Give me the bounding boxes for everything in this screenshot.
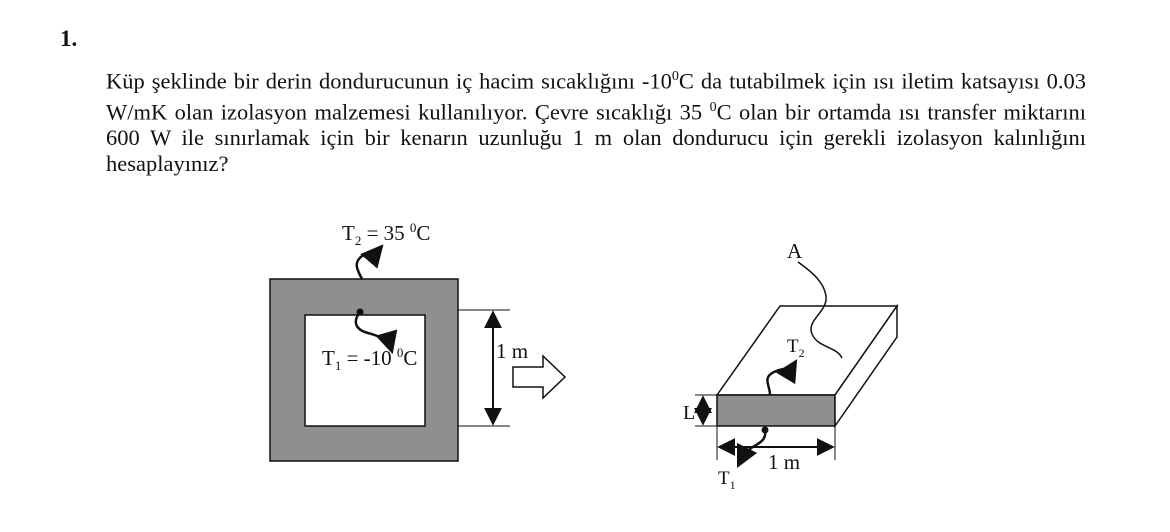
t2-label-right: $T_2$ — [787, 336, 805, 360]
t1-label-right: $T_1$ — [718, 468, 736, 492]
slab-front-face — [717, 395, 835, 426]
t1-label-left: $T_1 = -10$ $^0$C — [322, 345, 418, 373]
insulation-slab — [717, 306, 897, 426]
heat-flow-arrow-outer — [357, 246, 382, 279]
question-text-part2: C da tutabilmek için ısı iletim katsayısı 0.03 W/mK olan izolasyon malzemesi kullanılıyor. Çevre sıcaklığı 35 — [106, 68, 1086, 124]
dimension-label-left: 1 m — [496, 339, 529, 363]
question-number: 1. — [60, 26, 78, 51]
question-text-part1: Küp şeklinde bir derin dondurucunun iç hacim sıcaklığını -10 — [106, 68, 672, 94]
question-text-part3: C olan bir ortamda ısı transfer miktarını 600 W ile sınırlamak için bir kenarın uzunluğu 1 m olan dondurucu için gerekli izolasyon kalınlığını hesaplayınız? — [106, 99, 1086, 176]
area-label-a: A — [787, 239, 803, 263]
freezer-cross-section — [270, 279, 458, 461]
degree-superscript-2: 0 — [709, 99, 717, 115]
degree-superscript-1: 0 — [671, 69, 679, 84]
heat-flow-origin-dot-left — [357, 309, 364, 316]
thickness-label: L — [683, 402, 696, 424]
t2-label-left: $T_2 = 35$ $^0$C — [342, 220, 431, 248]
dimension-label-right: 1 m — [768, 450, 801, 474]
